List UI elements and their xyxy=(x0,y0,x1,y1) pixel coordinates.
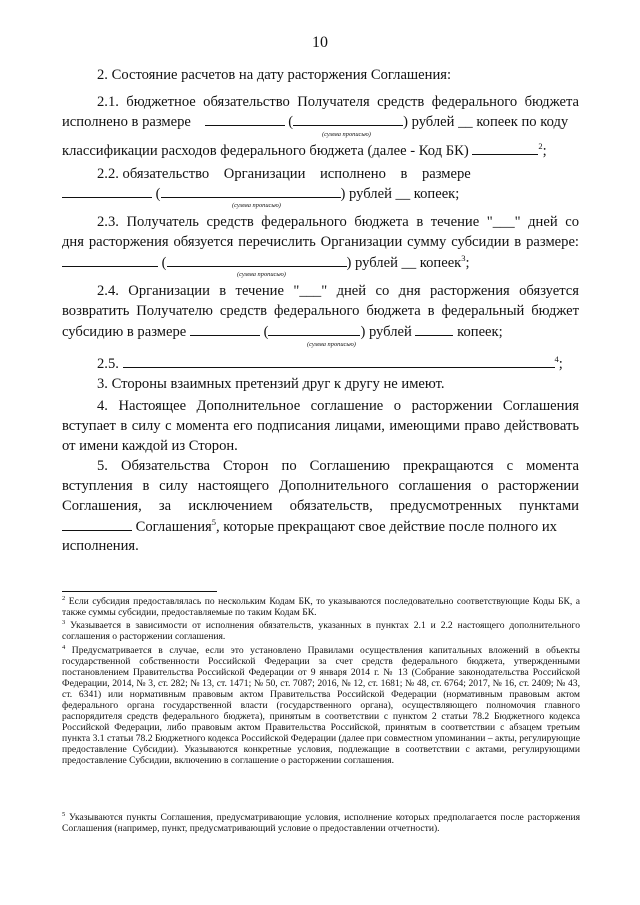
page-number: 10 xyxy=(312,34,328,51)
amount-words-blank-2-4 xyxy=(268,322,360,336)
footnote-text-5: Указываются пункты Соглашения, предусматривающие условия, исполнение которых предполагается после расторжения Соглашения (например, пункт, предусматривающий условие о предоставлении отчетности). xyxy=(62,812,580,834)
clause-2-1-text-c: классификации расходов федерального бюджета (далее - Код БК) xyxy=(62,143,469,159)
footnote-4 xyxy=(62,645,580,766)
footnote-mark-4: 4 xyxy=(62,643,66,651)
clause-2-5-number: 2.5. xyxy=(97,356,119,372)
section-5-text-b: , которые прекращают свое действие после полного их xyxy=(216,519,557,535)
caption-amount-words-2-4: (сумма прописью) xyxy=(307,341,356,348)
footnote-ref-3: 3 xyxy=(461,253,466,264)
paren-open-2-4: ( xyxy=(263,324,269,340)
clause-2-4-text-c: копеек; xyxy=(457,324,503,340)
footnote-separator xyxy=(62,591,217,592)
section-3: 3. Стороны взаимных претензий друг к другу не имеют. xyxy=(97,376,445,392)
footnote-mark-5: 5 xyxy=(62,810,66,818)
footnote-3 xyxy=(62,620,580,642)
caption-amount-words-2-3: (сумма прописью) xyxy=(237,271,286,278)
amount-blank-2-2 xyxy=(62,184,152,198)
clause-2-5-blank xyxy=(123,354,555,368)
section-2-heading: 2. Состояние расчетов на дату расторжения Соглашения: xyxy=(97,67,452,83)
footnote-text-4: Предусматривается в случае, если это установлено Правилами осуществления капитальных вложений в объекты государственной собственности Российской Федерации за счет средств федерального бюджета, утвержденными постановлением Правительства Российской Федерации от 9 января 2014 г. № 13 (Собрание законодательства Российской Федерации, 2014, № 3, ст. 282; № 13, ст. 1471; № 50, ст. 7087; 2016, № 12, ст. 1681; № 48, ст. 6764; 2017, № 16, ст. 2409; № 43, ст. 6341) или нормативным правовым актом Правительства Российской Федерации (нормативным правовым актом федерального органа государственной власти (государственного органа), осуществляющего полномочия главного распорядителя средств федерального бюджета), принятым в соответствии с пунктом 2 статьи 78.2 Бюджетного кодекса Российской Федерации, либо правовым актом Правительства Российской, принятым в соответствии с абзацем третьим пункта 3.1 статьи 78.2 Бюджетного кодекса Российской Федерации (далее при совместном упоминании – акты, регулирующие предоставление Субсидии). Указываются конкретные условия, подлежащие в соответствии с актами, регулирующими предоставление Субсидии, включению в соглашение о расторжении соглашения. xyxy=(62,645,580,766)
paren-open-2-2: ( xyxy=(155,186,161,202)
amount-words-blank-2-1 xyxy=(293,112,403,126)
footnote-mark-3: 3 xyxy=(62,618,66,626)
clause-2-5 xyxy=(97,354,563,373)
paren-open-2-3: ( xyxy=(161,255,167,271)
footnote-ref-5: 5 xyxy=(211,517,216,528)
footnote-2 xyxy=(62,596,580,618)
clause-2-4-text-a: субсидию в размере xyxy=(62,324,187,340)
section-5-line-1: 5. Обязательства Сторон по Соглашению прекращаются с момента xyxy=(97,458,579,474)
clause-2-1-line-2 xyxy=(62,112,568,131)
section-5-line-2: вступления в силу настоящего Дополнительного соглашения о расторжении xyxy=(62,478,579,494)
clause-2-3-line-3 xyxy=(62,253,470,272)
clause-2-3-line-2: дня расторжения обязуется перечислить Организации сумму субсидии в размере: xyxy=(62,234,579,250)
section-5-line-4 xyxy=(62,517,557,536)
section-4-line-1: 4. Настоящее Дополнительное соглашение о расторжении Соглашения xyxy=(97,398,579,414)
clause-2-2-line-1: 2.2. обязательство Организации исполнено в размере xyxy=(97,166,471,182)
section-5-text-a: Соглашения xyxy=(135,519,212,535)
clause-2-4-line-2: возвратить Получателю средств федерального бюджета в федеральный бюджет xyxy=(62,303,579,319)
clause-2-1-line-3 xyxy=(62,141,547,160)
footnote-ref-2: 2 xyxy=(538,141,543,152)
clause-2-4-line-3 xyxy=(62,322,503,341)
amount-blank-2-4 xyxy=(190,322,260,336)
section-5-line-5: исполнения. xyxy=(62,538,139,554)
footnote-5 xyxy=(62,812,580,834)
semicolon-2-5: ; xyxy=(558,356,563,372)
clause-2-2-line-2 xyxy=(62,184,459,203)
clauses-blank xyxy=(62,517,132,531)
footnote-text-3: Указывается в зависимости от исполнения обязательств, указанных в пунктах 2.1 и 2.2 настоящего дополнительного соглашения о расторжении соглашения. xyxy=(62,620,580,642)
footnote-mark-2: 2 xyxy=(62,594,66,602)
amount-words-blank-2-2 xyxy=(161,184,341,198)
kopecks-blank-2-4 xyxy=(415,322,453,336)
paren-open-2-1: ( xyxy=(288,114,294,130)
clause-2-3-line-1: 2.3. Получатель средств федерального бюджета в течение "___" дней со xyxy=(97,214,579,230)
clause-2-1-text-b: ) рублей __ копеек по коду xyxy=(403,114,569,130)
clause-2-1-text-a: исполнено в размере xyxy=(62,114,191,130)
clause-2-4-line-1: 2.4. Организации в течение "___" дней со дня расторжения обязуется xyxy=(97,283,579,299)
clause-2-3-text-b: ) рублей __ копеек xyxy=(346,255,462,271)
section-5-line-3: Соглашения, за исключением обязательств, предусмотренных пунктами xyxy=(62,498,579,514)
kbk-blank xyxy=(472,141,538,155)
semicolon-2-1: ; xyxy=(542,143,547,159)
amount-blank-2-3 xyxy=(62,253,158,267)
amount-blank-2-1 xyxy=(205,112,285,126)
section-4-line-2: вступает в силу с момента его подписания лицами, имеющими право действовать xyxy=(62,418,579,434)
clause-2-1-line-1: 2.1. бюджетное обязательство Получателя средств федерального бюджета xyxy=(97,94,579,110)
amount-words-blank-2-3 xyxy=(167,253,347,267)
section-4-line-3: от имени каждой из Сторон. xyxy=(62,438,238,454)
footnote-text-2: Если субсидия предоставлялась по нескольким Кодам БК, то указываются последовательно соответствующие Коды БК, а также суммы субсидии, предоставляемые по таким Кодам БК. xyxy=(62,596,580,618)
semicolon-2-3: ; xyxy=(465,255,470,271)
caption-amount-words-2-1: (сумма прописью) xyxy=(322,131,371,138)
clause-2-4-text-b: ) рублей xyxy=(360,324,412,340)
footnote-ref-4: 4 xyxy=(554,354,559,365)
caption-amount-words-2-2: (сумма прописью) xyxy=(232,202,281,209)
clause-2-2-text-b: ) рублей __ копеек; xyxy=(340,186,460,202)
